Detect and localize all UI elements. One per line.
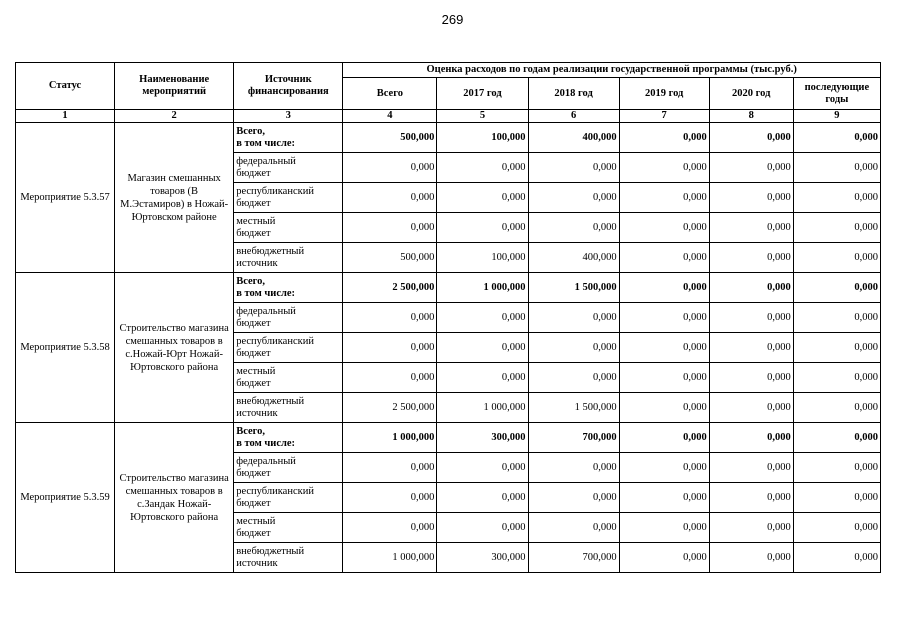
budget-table bbox=[15, 62, 881, 573]
column-number: 8 bbox=[709, 110, 793, 123]
funding-source: Всего, в том числе: bbox=[234, 273, 343, 303]
event-name: Строительство магазина смешанных товаров в с.Зандак Ножай-Юртовского района bbox=[115, 423, 234, 573]
amount-cell: 0,000 bbox=[793, 153, 880, 183]
column-number: 5 bbox=[437, 110, 528, 123]
amount-cell: 500,000 bbox=[343, 123, 437, 153]
amount-cell: 0,000 bbox=[619, 333, 709, 363]
amount-cell: 0,000 bbox=[528, 333, 619, 363]
amount-cell: 0,000 bbox=[619, 393, 709, 423]
amount-cell: 0,000 bbox=[343, 513, 437, 543]
amount-cell: 1 500,000 bbox=[528, 393, 619, 423]
amount-cell: 0,000 bbox=[619, 453, 709, 483]
amount-cell: 0,000 bbox=[528, 513, 619, 543]
amount-cell: 0,000 bbox=[437, 513, 528, 543]
amount-cell: 0,000 bbox=[793, 363, 880, 393]
amount-cell: 400,000 bbox=[528, 123, 619, 153]
header-2019: 2019 год bbox=[619, 78, 709, 110]
amount-cell: 0,000 bbox=[619, 303, 709, 333]
column-number: 3 bbox=[234, 110, 343, 123]
page-number: 269 bbox=[441, 12, 464, 27]
amount-cell: 0,000 bbox=[528, 483, 619, 513]
amount-cell: 0,000 bbox=[793, 423, 880, 453]
amount-cell: 0,000 bbox=[709, 423, 793, 453]
amount-cell: 0,000 bbox=[437, 303, 528, 333]
funding-source: федеральный бюджет bbox=[234, 153, 343, 183]
funding-source: местный бюджет bbox=[234, 513, 343, 543]
amount-cell: 0,000 bbox=[793, 273, 880, 303]
event-status: Мероприятие 5.3.59 bbox=[16, 423, 115, 573]
amount-cell: 0,000 bbox=[619, 483, 709, 513]
event-status: Мероприятие 5.3.57 bbox=[16, 123, 115, 273]
amount-cell: 0,000 bbox=[437, 483, 528, 513]
amount-cell: 0,000 bbox=[619, 423, 709, 453]
event-name: Магазин смешанных товаров (В М.Эстамиров) в Ножай-Юртовском районе bbox=[115, 123, 234, 273]
amount-cell: 0,000 bbox=[343, 483, 437, 513]
amount-cell: 0,000 bbox=[709, 543, 793, 573]
amount-cell: 0,000 bbox=[709, 363, 793, 393]
amount-cell: 0,000 bbox=[793, 513, 880, 543]
funding-source: республиканский бюджет bbox=[234, 333, 343, 363]
amount-cell: 0,000 bbox=[437, 153, 528, 183]
funding-source: республиканский бюджет bbox=[234, 183, 343, 213]
funding-source: Всего, в том числе: bbox=[234, 423, 343, 453]
header-estimate: Оценка расходов по годам реализации государственной программы (тыс.руб.) bbox=[343, 63, 881, 78]
amount-cell: 0,000 bbox=[793, 183, 880, 213]
amount-cell: 0,000 bbox=[343, 303, 437, 333]
header-2017: 2017 год bbox=[437, 78, 528, 110]
funding-source: Всего, в том числе: bbox=[234, 123, 343, 153]
amount-cell: 700,000 bbox=[528, 543, 619, 573]
amount-cell: 100,000 bbox=[437, 243, 528, 273]
amount-cell: 400,000 bbox=[528, 243, 619, 273]
header-2020: 2020 год bbox=[709, 78, 793, 110]
header-total: Всего bbox=[343, 78, 437, 110]
amount-cell: 0,000 bbox=[619, 513, 709, 543]
funding-source: внебюджетный источник bbox=[234, 243, 343, 273]
amount-cell: 1 000,000 bbox=[343, 543, 437, 573]
column-number: 2 bbox=[115, 110, 234, 123]
funding-source: федеральный бюджет bbox=[234, 303, 343, 333]
amount-cell: 0,000 bbox=[709, 453, 793, 483]
amount-cell: 0,000 bbox=[343, 153, 437, 183]
amount-cell: 0,000 bbox=[528, 183, 619, 213]
amount-cell: 0,000 bbox=[437, 213, 528, 243]
amount-cell: 300,000 bbox=[437, 543, 528, 573]
table-row bbox=[16, 273, 881, 303]
funding-source: федеральный бюджет bbox=[234, 453, 343, 483]
column-number: 9 bbox=[793, 110, 880, 123]
amount-cell: 0,000 bbox=[793, 243, 880, 273]
amount-cell: 0,000 bbox=[793, 123, 880, 153]
amount-cell: 0,000 bbox=[709, 303, 793, 333]
amount-cell: 0,000 bbox=[793, 333, 880, 363]
amount-cell: 0,000 bbox=[793, 483, 880, 513]
funding-source: местный бюджет bbox=[234, 363, 343, 393]
amount-cell: 2 500,000 bbox=[343, 393, 437, 423]
amount-cell: 100,000 bbox=[437, 123, 528, 153]
funding-source: внебюджетный источник bbox=[234, 543, 343, 573]
event-name: Строительство магазина смешанных товаров в с.Ножай-Юрт Ножай-Юртовского района bbox=[115, 273, 234, 423]
amount-cell: 0,000 bbox=[437, 183, 528, 213]
amount-cell: 0,000 bbox=[343, 453, 437, 483]
amount-cell: 0,000 bbox=[343, 183, 437, 213]
header-source: Источник финансирования bbox=[234, 63, 343, 110]
amount-cell: 1 000,000 bbox=[437, 273, 528, 303]
amount-cell: 1 500,000 bbox=[528, 273, 619, 303]
amount-cell: 0,000 bbox=[709, 123, 793, 153]
amount-cell: 0,000 bbox=[343, 333, 437, 363]
amount-cell: 500,000 bbox=[343, 243, 437, 273]
column-number: 1 bbox=[16, 110, 115, 123]
column-number: 4 bbox=[343, 110, 437, 123]
amount-cell: 0,000 bbox=[437, 453, 528, 483]
amount-cell: 1 000,000 bbox=[437, 393, 528, 423]
amount-cell: 0,000 bbox=[619, 213, 709, 243]
amount-cell: 0,000 bbox=[619, 183, 709, 213]
header-later-years: последующие годы bbox=[793, 78, 880, 110]
amount-cell: 0,000 bbox=[619, 243, 709, 273]
amount-cell: 0,000 bbox=[528, 213, 619, 243]
amount-cell: 0,000 bbox=[709, 213, 793, 243]
table-body bbox=[16, 123, 881, 573]
amount-cell: 0,000 bbox=[709, 183, 793, 213]
event-status: Мероприятие 5.3.58 bbox=[16, 273, 115, 423]
amount-cell: 0,000 bbox=[793, 213, 880, 243]
header-status: Статус bbox=[16, 63, 115, 110]
amount-cell: 0,000 bbox=[709, 393, 793, 423]
amount-cell: 0,000 bbox=[619, 123, 709, 153]
amount-cell: 0,000 bbox=[709, 483, 793, 513]
amount-cell: 0,000 bbox=[619, 153, 709, 183]
amount-cell: 0,000 bbox=[793, 393, 880, 423]
amount-cell: 0,000 bbox=[709, 153, 793, 183]
funding-source: местный бюджет bbox=[234, 213, 343, 243]
amount-cell: 0,000 bbox=[619, 543, 709, 573]
header-event-name: Наименование мероприятий bbox=[115, 63, 234, 110]
amount-cell: 0,000 bbox=[528, 363, 619, 393]
table-row bbox=[16, 123, 881, 153]
amount-cell: 300,000 bbox=[437, 423, 528, 453]
amount-cell: 0,000 bbox=[793, 543, 880, 573]
amount-cell: 0,000 bbox=[793, 303, 880, 333]
amount-cell: 0,000 bbox=[793, 453, 880, 483]
amount-cell: 2 500,000 bbox=[343, 273, 437, 303]
amount-cell: 0,000 bbox=[709, 333, 793, 363]
amount-cell: 0,000 bbox=[709, 513, 793, 543]
amount-cell: 1 000,000 bbox=[343, 423, 437, 453]
column-number: 6 bbox=[528, 110, 619, 123]
funding-source: республиканский бюджет bbox=[234, 483, 343, 513]
amount-cell: 700,000 bbox=[528, 423, 619, 453]
amount-cell: 0,000 bbox=[619, 273, 709, 303]
column-number: 7 bbox=[619, 110, 709, 123]
amount-cell: 0,000 bbox=[437, 333, 528, 363]
amount-cell: 0,000 bbox=[343, 213, 437, 243]
funding-source: внебюджетный источник bbox=[234, 393, 343, 423]
amount-cell: 0,000 bbox=[437, 363, 528, 393]
amount-cell: 0,000 bbox=[619, 363, 709, 393]
amount-cell: 0,000 bbox=[528, 153, 619, 183]
amount-cell: 0,000 bbox=[528, 303, 619, 333]
amount-cell: 0,000 bbox=[709, 243, 793, 273]
amount-cell: 0,000 bbox=[528, 453, 619, 483]
amount-cell: 0,000 bbox=[343, 363, 437, 393]
header-2018: 2018 год bbox=[528, 78, 619, 110]
table-row bbox=[16, 423, 881, 453]
amount-cell: 0,000 bbox=[709, 273, 793, 303]
